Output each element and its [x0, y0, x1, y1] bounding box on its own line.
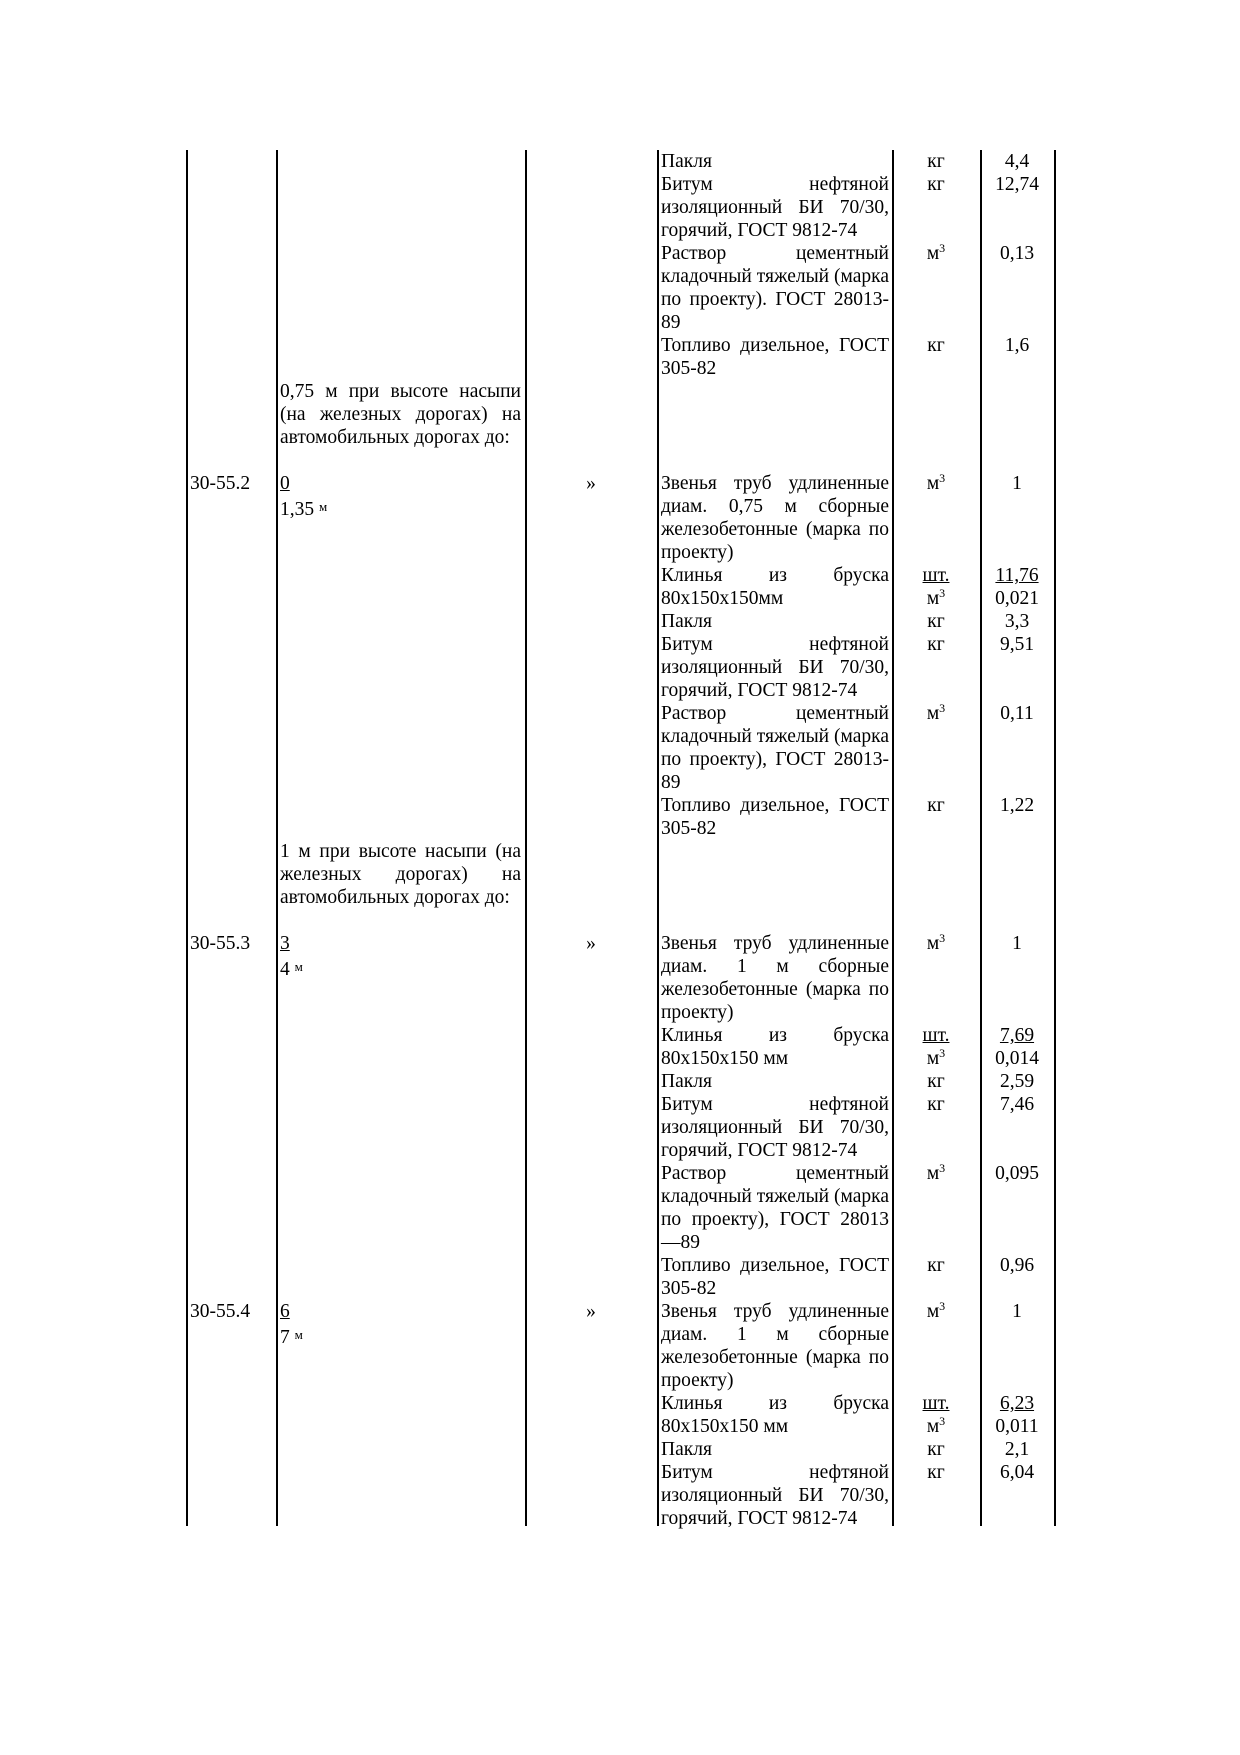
- material-unit-text: м: [926, 933, 940, 954]
- unit-ditto-mark: »: [586, 933, 596, 954]
- material-quantity: 3,3: [1004, 611, 1030, 632]
- height-range-to-value: 1,35: [280, 499, 315, 520]
- material-name: Раствор цементный кладочный тяжелый (марка по проекту), ГОСТ 28013—89: [661, 1163, 889, 1253]
- unit-superscript: 3: [939, 701, 946, 715]
- material-quantity-pieces: 11,76: [995, 565, 1039, 586]
- material-unit-text: кг: [927, 174, 945, 195]
- material-unit: [894, 334, 978, 357]
- material-unit: [894, 1162, 978, 1185]
- item-code: 30-55.4: [190, 1301, 251, 1322]
- table-divider-3: [657, 150, 659, 1526]
- material-unit-text: м: [926, 1301, 940, 1322]
- material-quantity: 0,11: [1000, 703, 1034, 724]
- material-unit-text: кг: [927, 611, 945, 632]
- material-name: Звенья труб удлиненные диам. 1 м сборные железобетонные (марка по проекту): [661, 1301, 889, 1391]
- material-quantity: 12,74: [995, 174, 1039, 195]
- height-range-from: 3: [280, 933, 290, 954]
- material-name: Клинья из бруска 80х150х150 мм: [661, 1025, 889, 1069]
- material-unit-text: м: [926, 243, 940, 264]
- material-unit-volume: [894, 587, 978, 610]
- material-unit-pieces: шт.: [922, 1025, 950, 1046]
- material-quantity-pieces: 7,69: [999, 1025, 1035, 1046]
- material-unit: [894, 932, 978, 955]
- height-range-unit: м: [294, 959, 303, 974]
- material-name: Звенья труб удлиненные диам. 0,75 м сборные железобетонные (марка по проекту): [661, 473, 889, 563]
- unit-superscript: 3: [939, 931, 946, 945]
- material-name: Топливо дизельное, ГОСТ 305-82: [661, 335, 889, 379]
- unit-superscript: 3: [939, 1161, 946, 1175]
- material-unit: [894, 472, 978, 495]
- height-range-to: [280, 955, 303, 981]
- material-quantity: 1,22: [999, 795, 1035, 816]
- material-unit-pieces: шт.: [922, 565, 950, 586]
- material-unit-text: кг: [927, 1071, 945, 1092]
- material-unit-text: кг: [927, 634, 945, 655]
- table-border-right: [1054, 150, 1056, 1526]
- material-unit-text: м: [926, 1163, 940, 1184]
- material-unit-text: м: [926, 473, 940, 494]
- material-unit-text: кг: [927, 795, 945, 816]
- material-name: Пакля: [661, 1071, 712, 1092]
- material-unit-text: кг: [927, 1462, 945, 1483]
- material-name: Топливо дизельное, ГОСТ 305-82: [661, 1255, 889, 1299]
- table-divider-1: [276, 150, 278, 1526]
- material-unit: [894, 1093, 978, 1116]
- height-range-unit: м: [319, 499, 328, 514]
- material-name: Битум нефтяной изоляционный БИ 70/30, горячий, ГОСТ 9812-74: [661, 1094, 889, 1161]
- unit-superscript: 3: [939, 1414, 946, 1428]
- material-name: Пакля: [661, 151, 712, 172]
- material-quantity: 4,4: [1004, 151, 1030, 172]
- material-name: Звенья труб удлиненные диам. 1 м сбоpные железобетонные (марка по проекту): [661, 933, 889, 1023]
- material-unit: [894, 1070, 978, 1093]
- item-code: 30-55.2: [190, 473, 251, 494]
- unit-superscript: 3: [939, 1046, 946, 1060]
- material-quantity: 7,46: [999, 1094, 1035, 1115]
- material-quantity: 1: [1012, 933, 1022, 954]
- material-quantity-volume: 0,011: [995, 1416, 1039, 1437]
- material-quantity: 0,095: [995, 1163, 1039, 1184]
- material-unit: [894, 242, 978, 265]
- material-unit: [894, 794, 978, 817]
- material-unit-text: кг: [927, 1439, 945, 1460]
- material-quantity: 1: [1012, 1301, 1022, 1322]
- unit-superscript: 3: [939, 1299, 946, 1313]
- height-range-from: 0: [280, 473, 290, 494]
- material-unit: [894, 1461, 978, 1484]
- material-quantity: 6,04: [999, 1462, 1035, 1483]
- section-description: 0,75 м при высоте насыпи (на железных дорогах) на автомобильных дорогах до:: [280, 381, 521, 448]
- material-unit-volume-text: м: [926, 588, 940, 609]
- material-quantity: 2,59: [999, 1071, 1035, 1092]
- height-range-from: 6: [280, 1301, 290, 1322]
- material-quantity: 0,13: [999, 243, 1035, 264]
- unit-superscript: 3: [939, 586, 946, 600]
- unit-ditto-mark: »: [586, 1301, 596, 1322]
- unit-ditto-mark: »: [586, 473, 596, 494]
- item-code: 30-55.3: [190, 933, 251, 954]
- material-quantity: 9,51: [999, 634, 1035, 655]
- material-unit-text: кг: [927, 1094, 945, 1115]
- material-unit: [894, 633, 978, 656]
- material-quantity-volume: 0,014: [995, 1048, 1039, 1069]
- material-unit-text: кг: [927, 1255, 945, 1276]
- height-range-unit: м: [294, 1327, 303, 1342]
- material-name: Клинья из бруска 80х150х150мм: [661, 565, 889, 609]
- material-unit: [894, 1438, 978, 1461]
- material-unit: [894, 173, 978, 196]
- material-unit-volume-text: м: [926, 1416, 940, 1437]
- material-unit-text: м: [926, 703, 940, 724]
- material-unit-volume: [894, 1047, 978, 1070]
- material-name: Битум нефтяной изоляционный БИ 70/30, горячий, ГОСТ 9812-74: [661, 1462, 889, 1529]
- table-border-left: [186, 150, 188, 1526]
- material-unit-volume: [894, 1415, 978, 1438]
- material-name: Битум нефтяной изоляционный БИ 70/30, горячий, ГОСТ 9812-74: [661, 634, 889, 701]
- material-quantity: 1,6: [1004, 335, 1030, 356]
- material-quantity: 1: [1012, 473, 1022, 494]
- material-unit-text: кг: [927, 335, 945, 356]
- material-name: Битум нефтяной изоляционный БИ 70/30, горячий, ГОСТ 9812-74: [661, 174, 889, 241]
- material-unit: [894, 1254, 978, 1277]
- material-name: Пакля: [661, 1439, 712, 1460]
- material-quantity-pieces: 6,23: [999, 1393, 1035, 1414]
- height-range-to: [280, 1323, 303, 1349]
- height-range-to-value: 7: [280, 1327, 290, 1348]
- material-name: Топливо дизельное, ГОСТ 305-82: [661, 795, 889, 839]
- unit-superscript: 3: [939, 241, 946, 255]
- material-name: Клинья из бруска 80х150х150 мм: [661, 1393, 889, 1437]
- material-unit: [894, 610, 978, 633]
- material-unit: [894, 702, 978, 725]
- material-quantity-volume: 0,021: [995, 588, 1039, 609]
- height-range-to: [280, 495, 327, 521]
- material-unit: [894, 150, 978, 173]
- material-unit: [894, 1300, 978, 1323]
- section-description: 1 м при высоте насыпи (на железных дорогах) на автомобильных дорогах до:: [280, 841, 521, 908]
- material-name: Раствор цементный кладочный тяжелый (марка по проекту), ГОСТ 28013-89: [661, 703, 889, 793]
- material-name: Пакля: [661, 611, 712, 632]
- material-unit-text: кг: [927, 151, 945, 172]
- material-unit-pieces: шт.: [922, 1393, 950, 1414]
- material-quantity: 0,96: [999, 1255, 1035, 1276]
- material-name: Раствор цементный кладочный тяжелый (марка по проекту). ГОСТ 28013-89: [661, 243, 889, 333]
- height-range-to-value: 4: [280, 959, 290, 980]
- material-quantity: 2,1: [1004, 1439, 1030, 1460]
- unit-superscript: 3: [939, 471, 946, 485]
- material-unit-volume-text: м: [926, 1048, 940, 1069]
